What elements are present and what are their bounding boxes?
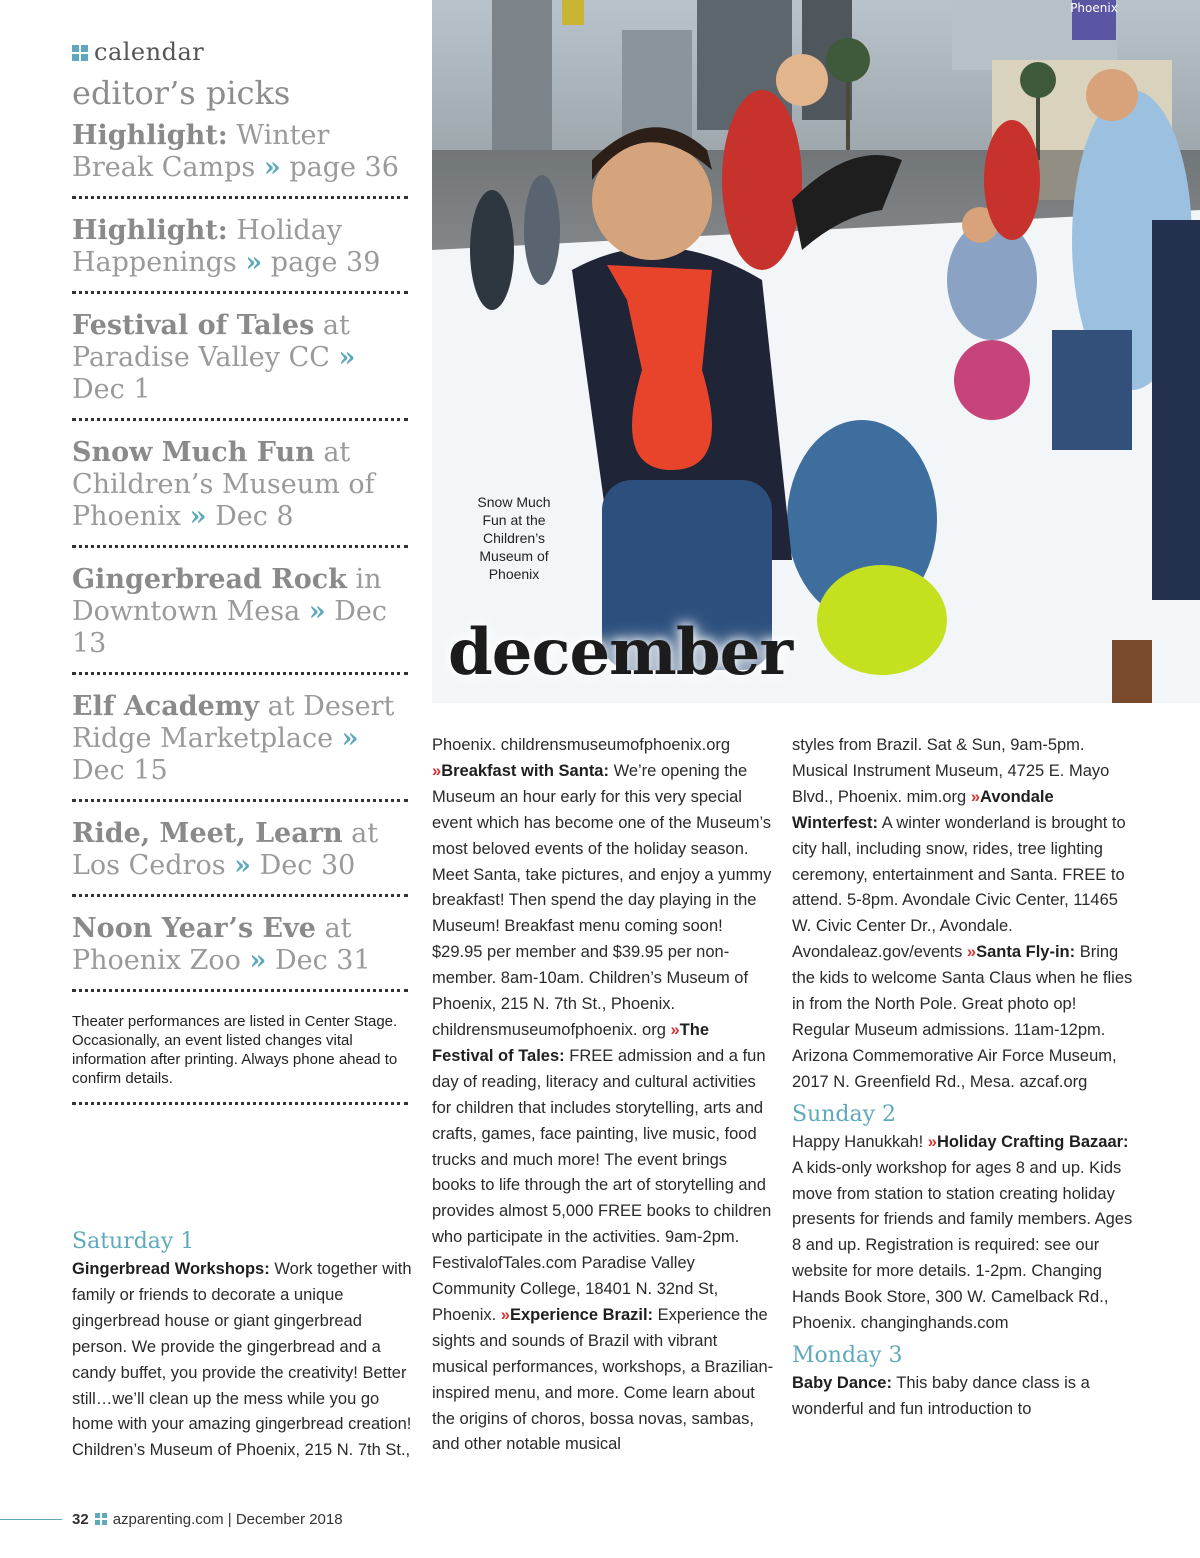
pick-text: at Paradise Valley CC — [72, 310, 350, 373]
pick-item[interactable] — [72, 913, 408, 992]
pick-date: Dec 30 — [259, 850, 356, 881]
event-title-festival: The Festival of Tales: — [432, 1020, 709, 1065]
event-body: Bring the kids to welcome Santa Claus when he flies in from the North Pole. Great photo op! Regular Museum admissions. 11am-12pm. Arizona Commemorative Air Force Museum, 2017 N. Greenfield Rd., Mesa. azcaf.org — [792, 943, 1133, 1091]
pick-text: at Phoenix Zoo — [72, 913, 352, 976]
section-label: calendar — [94, 38, 205, 66]
pick-text: at Desert Ridge Marketplace — [72, 691, 395, 754]
event-body: Happy Hanukkah! — [792, 1132, 928, 1151]
marker-icon: » — [234, 850, 252, 881]
footer-site[interactable]: azparenting.com — [112, 1510, 224, 1528]
marker-icon: » — [966, 943, 977, 962]
marker-icon: » — [970, 787, 981, 806]
grid-icon — [72, 45, 88, 61]
event-body: A winter wonderland is brought to city hall, including snow, rides, tree lighting ceremony, entertainment and Santa. FREE to attend. 5-8pm. Avondale Civic Center, 11465 W. Civic Center Dr., Avondale. Avondaleaz.gov/events — [792, 813, 1126, 962]
event-body: Work together with family or friends to decorate a unique gingerbread house or giant gingerbread person. We provide the gingerbread and a candy buffet, you provide the creativity! Better still…we’ll clean up the mess while you go home with your amazing gingerbread creation! Children’s Museum of Phoenix, 215 N. 7th St., — [72, 1260, 412, 1460]
pick-date: Dec 13 — [72, 596, 387, 659]
grid-icon — [95, 1513, 107, 1525]
editors-picks-sidebar — [72, 38, 408, 1105]
pick-title: Highlight: — [72, 215, 228, 246]
footer-issue: December 2018 — [235, 1510, 343, 1528]
day-heading-monday: Monday 3 — [792, 1342, 903, 1368]
event-title-gingerbread: Gingerbread Workshops: — [72, 1260, 270, 1278]
page-number: 32 — [72, 1510, 89, 1528]
marker-icon: » — [341, 723, 359, 754]
marker-icon: » — [249, 945, 267, 976]
pick-title: Gingerbread Rock — [72, 564, 347, 595]
pick-item[interactable] — [72, 691, 408, 802]
event-paragraph — [792, 733, 1134, 1096]
marker-icon: » — [189, 501, 207, 532]
pick-date: Dec 1 — [72, 374, 151, 405]
event-body: We’re opening the Museum an hour early for this very special event which has become one of the Museum’s most beloved events of the holiday season. Meet Santa, take pictures, and enjoy a yummy breakfast! Then spend the day playing in the Museum! Breakfast menu coming soon! $29.95 per member and $39.95 per non-member. 8am-10am. Children’s Museum of Phoenix, 215 N. 7th St., Phoenix. childrensmuseumofphoenix. org — [432, 761, 772, 1039]
marker-icon: » — [432, 761, 442, 780]
event-body: This baby dance class is a wonderful and fun introduction to — [792, 1373, 1090, 1418]
event-title-brazil: Experience Brazil: — [509, 1305, 654, 1324]
marker-icon: » — [500, 1305, 510, 1324]
article-column-3 — [792, 733, 1134, 1423]
section-header — [72, 38, 408, 66]
marker-icon: » — [245, 247, 263, 278]
pick-title: Festival of Tales — [72, 310, 315, 341]
pick-text: at Los Cedros — [72, 818, 379, 881]
pick-item[interactable] — [72, 215, 408, 294]
photo-caption: Snow Much Fun at the Children’s Museum of Phoenix — [477, 494, 551, 582]
event-body: Experience the sights and sounds of Brazil with vibrant musical performances, workshops, a Brazilian-inspired menu, and more. Come learn about the origins of choros, bossa novas, sambas, and other notable musical — [432, 1305, 774, 1454]
event-body: Phoenix. childrensmuseumofphoenix.org — [432, 736, 731, 754]
event-paragraph — [792, 1371, 1134, 1423]
pick-item[interactable] — [72, 120, 408, 199]
pick-title: Noon Year’s Eve — [72, 913, 316, 944]
page-footer — [0, 1508, 600, 1530]
marker-icon: » — [927, 1132, 937, 1151]
pick-item[interactable] — [72, 437, 408, 548]
footer-separator: | — [223, 1510, 236, 1528]
photo-illustration — [432, 0, 1200, 703]
pick-date: Dec 8 — [215, 501, 294, 532]
pick-item[interactable] — [72, 564, 408, 675]
month-title: december — [448, 615, 793, 690]
event-title-winterfest: Avondale Winterfest: — [792, 787, 1054, 832]
pick-text: Winter Break Camps — [72, 120, 330, 183]
event-body: FREE admission and a fun day of reading, literacy and cultural activities for children that includes storytelling, arts and crafts, games, face painting, live music, food trucks and much more! The event brings books to life through the art of storytelling and provides almost 5,000 FREE books to children who participate in the activities. 9am-2pm. FestivalofTales.com Paradise Valley Community College, 18401 N. 32nd St, Phoenix. — [432, 1046, 772, 1324]
pick-title: Highlight: — [72, 120, 228, 151]
event-paragraph — [792, 1130, 1134, 1337]
event-title-santa-fly-in: Santa Fly-in: — [976, 943, 1076, 962]
pick-item[interactable] — [72, 818, 408, 897]
picks-list — [72, 120, 408, 992]
disclaimer-notice: Theater performances are listed in Center Stage. Occasionally, an event listed changes vital information after printing. Always phone ahead to confirm details. — [72, 1012, 408, 1105]
event-title-baby-dance: Baby Dance: — [792, 1373, 892, 1392]
event-title-breakfast: Breakfast with Santa: — [441, 761, 609, 780]
pick-date: Dec 31 — [274, 945, 371, 976]
event-body: styles from Brazil. Sat & Sun, 9am-5pm. Musical Instrument Museum, 4725 E. Mayo Blvd., Phoenix. mim.org — [792, 736, 1110, 806]
pick-date: Dec 15 — [72, 755, 168, 786]
pick-item[interactable] — [72, 310, 408, 421]
marker-icon: » — [308, 596, 326, 627]
pick-text: in Downtown Mesa — [72, 564, 382, 627]
marker-icon: » — [670, 1020, 680, 1039]
article-column-1 — [72, 1223, 412, 1464]
pick-text: Holiday Happenings — [72, 215, 343, 278]
marker-icon: » — [263, 152, 281, 183]
pick-title: Elf Academy — [72, 691, 260, 722]
pick-date: page 36 — [289, 152, 399, 183]
pick-date: page 39 — [270, 247, 381, 278]
marker-icon: » — [338, 342, 356, 373]
article-column-2 — [432, 733, 774, 1458]
day-heading-sunday: Sunday 2 — [792, 1101, 897, 1127]
pick-title: Ride, Meet, Learn — [72, 818, 343, 849]
event-title-crafting-bazaar: Holiday Crafting Bazaar: — [936, 1132, 1129, 1151]
event-paragraph — [72, 1257, 412, 1464]
picks-title: editor’s picks — [72, 74, 291, 112]
day-heading-saturday: Saturday 1 — [72, 1229, 195, 1254]
footer-rule — [0, 1519, 62, 1520]
event-body: A kids-only workshop for ages 8 and up. Kids move from station to station creating holiday presents for friends and family members. Ages 8 and up. Registration is required: see our website for more details. 1-2pm. Changing Hands Book Store, 300 W. Camelback Rd., Phoenix. changinghands.com — [792, 1158, 1133, 1333]
pick-text: at Children’s Museum of Phoenix — [72, 437, 375, 532]
sign-text: Phoenix — [1070, 1, 1118, 15]
pick-title: Snow Much Fun — [72, 437, 315, 468]
hero-photo — [432, 0, 1200, 703]
